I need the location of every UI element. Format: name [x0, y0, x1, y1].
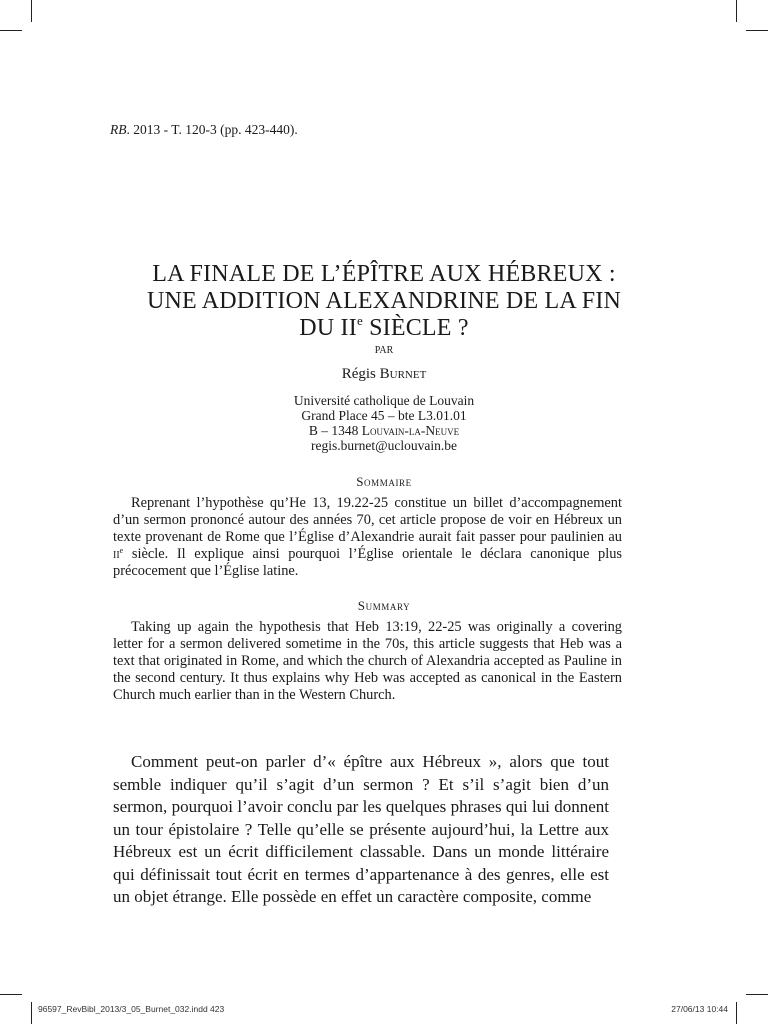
footer-file-slug: 96597_RevBibl_2013/3_05_Burnet_032.indd 423 [38, 1004, 225, 1014]
crop-mark-top-right-h [746, 30, 768, 31]
crop-mark-top-right-v [736, 0, 737, 22]
body-paragraph: Comment peut-on parler d’« épître aux Hébreux », alors que tout semble indiquer qu’il s’agit d’un sermon ? Et s’il s’agit bien d’un sermon, pourquoi l’avoir conclu par les quelques phrases qui lui donnent un tour épistolaire ? Telle qu’elle se présente aujourd’hui, la Lettre aux Hébreux est un écrit difficilement classable. Dans un monde littéraire qui définissait tout écrit en termes d’appartenance à des genres, elle est un objet étrange. Elle possède en effet un caractère composite, comme [113, 752, 609, 906]
crop-mark-bottom-right-v [736, 1002, 737, 1024]
byline-par: par [374, 342, 394, 357]
affiliation-street: Grand Place 45 – bte L3.01.01 [301, 408, 467, 423]
affiliation [100, 393, 668, 453]
crop-mark-bottom-left-v [31, 1002, 32, 1024]
journal-citation: . 2013 - T. 120-3 (pp. 423-440). [126, 122, 298, 137]
title-line-1: LA FINALE DE L’ÉPÎTRE AUX HÉBREUX : [152, 261, 616, 287]
title-superscript: e [356, 313, 363, 328]
journal-reference [110, 122, 298, 138]
affiliation-institution: Université catholique de Louvain [293, 393, 475, 408]
crop-mark-top-left-v [31, 0, 32, 22]
author-last-name: Burnet [379, 366, 427, 382]
crop-mark-bottom-left-h [0, 994, 22, 995]
summary-text: Taking up again the hypothesis that Heb 13:19, 22-25 was originally a covering letter for a sermon delivered sometime in the 70s, this article suggests that Heb was a text that originated in Rome, and which the church of Alexandria accepted as Pauline in the second century. It thus explains why Heb was accepted as canonical in the Eastern Church much earlier than in the Western Church. [113, 619, 622, 703]
author-name [100, 366, 668, 383]
crop-mark-top-left-h [0, 30, 22, 31]
affiliation-city: B – 1348 Louvain-la-Neuve [308, 423, 460, 438]
footer-date-slug: 27/06/13 10:44 [671, 1004, 728, 1014]
summary-heading: Summary [357, 598, 411, 613]
article-title [100, 261, 668, 342]
sommaire-heading: Sommaire [356, 474, 412, 489]
journal-abbrev: RB [110, 122, 127, 137]
century-numeral: ii [113, 546, 120, 562]
author-first-name: Régis [341, 366, 376, 382]
crop-mark-bottom-right-h [746, 994, 768, 995]
author-email: regis.burnet@uclouvain.be [311, 438, 457, 453]
title-line-3: DU IIe SIÈCLE ? [299, 313, 469, 341]
sommaire-text: Reprenant l’hypothèse qu’He 13, 19.22-25 constitue un billet d’accompagnement d’un sermon prononcé autour des années 70, cet article propose de voir en Hébreux un texte provenant de Rome que l’Église d’Alexandrie aurait fait passer pour paulinien au $ii^e$ siècle. Il explique ainsi pourquoi l’Église orientale le déclara canonique plus précocement que l’Église latine. [113, 495, 622, 579]
title-line-2: UNE ADDITION ALEXANDRINE DE LA FIN [146, 288, 622, 314]
